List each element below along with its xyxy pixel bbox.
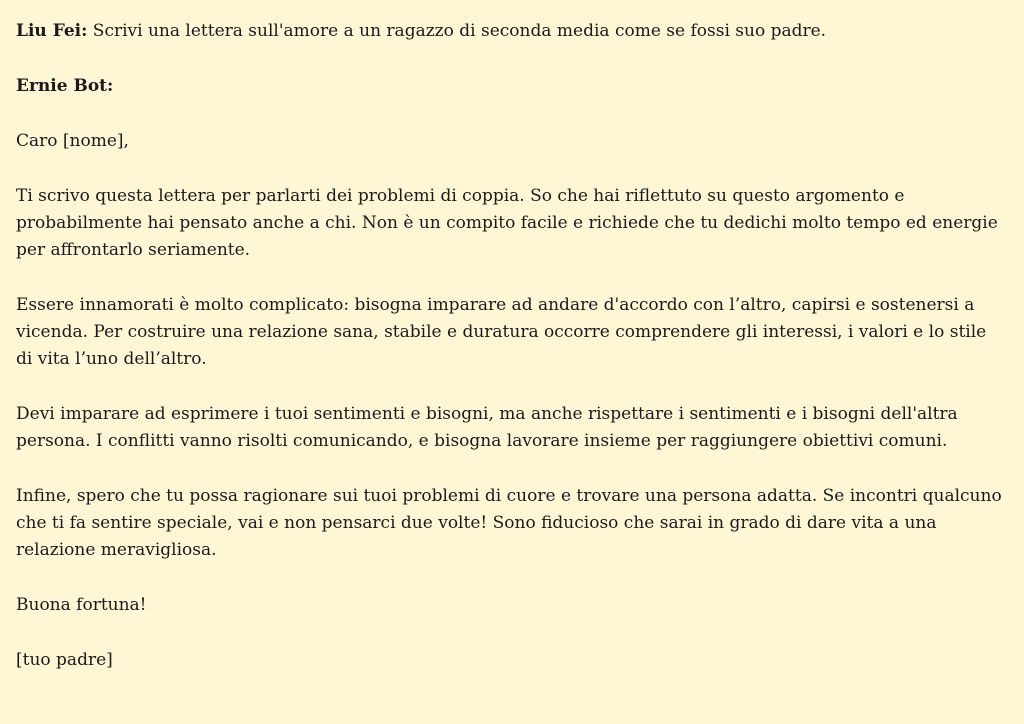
response-speaker: Ernie Bot: [16, 76, 114, 96]
letter-paragraph-1: Ti scrivo questa lettera per parlarti dei problemi di coppia. So che hai riflettuto su questo argomento e probabilmente hai pensato anche a chi. Non è un compito facile e richiede che tu dedichi molto tempo ed energie per affrontarlo seriamente. [16, 186, 998, 260]
letter-signature: [tuo padre] [16, 650, 113, 670]
letter-closing: Buona fortuna! [16, 595, 147, 615]
prompt-speaker: Liu Fei: [16, 21, 88, 41]
letter-paragraph-3: Devi imparare ad esprimere i tuoi sentimenti e bisogni, ma anche rispettare i sentimenti e i bisogni dell'altra persona. I conflitti vanno risolti comunicando, e bisogna lavorare insieme per raggiungere obiettivi comuni. [16, 404, 958, 451]
letter-greeting: Caro [nome], [16, 131, 129, 151]
letter-paragraph-4: Infine, spero che tu possa ragionare sui tuoi problemi di cuore e trovare una persona adatta. Se incontri qualcuno che ti fa sentire speciale, vai e non pensarci due volte! Sono fiducioso che sarai in grado di dare vita a una relazione meravigliosa. [16, 486, 1002, 560]
prompt-line [16, 18, 1006, 45]
prompt-text: Scrivi una lettera sull'amore a un ragazzo di seconda media come se fossi suo padre. [87, 21, 827, 41]
letter-paragraph-2: Essere innamorati è molto complicato: bisogna imparare ad andare d'accordo con l’altro, capirsi e sostenersi a vicenda. Per costruire una relazione sana, stabile e duratura occorre comprendere gli interessi, i valori e lo stile di vita l’uno dell’altro. [16, 295, 987, 369]
